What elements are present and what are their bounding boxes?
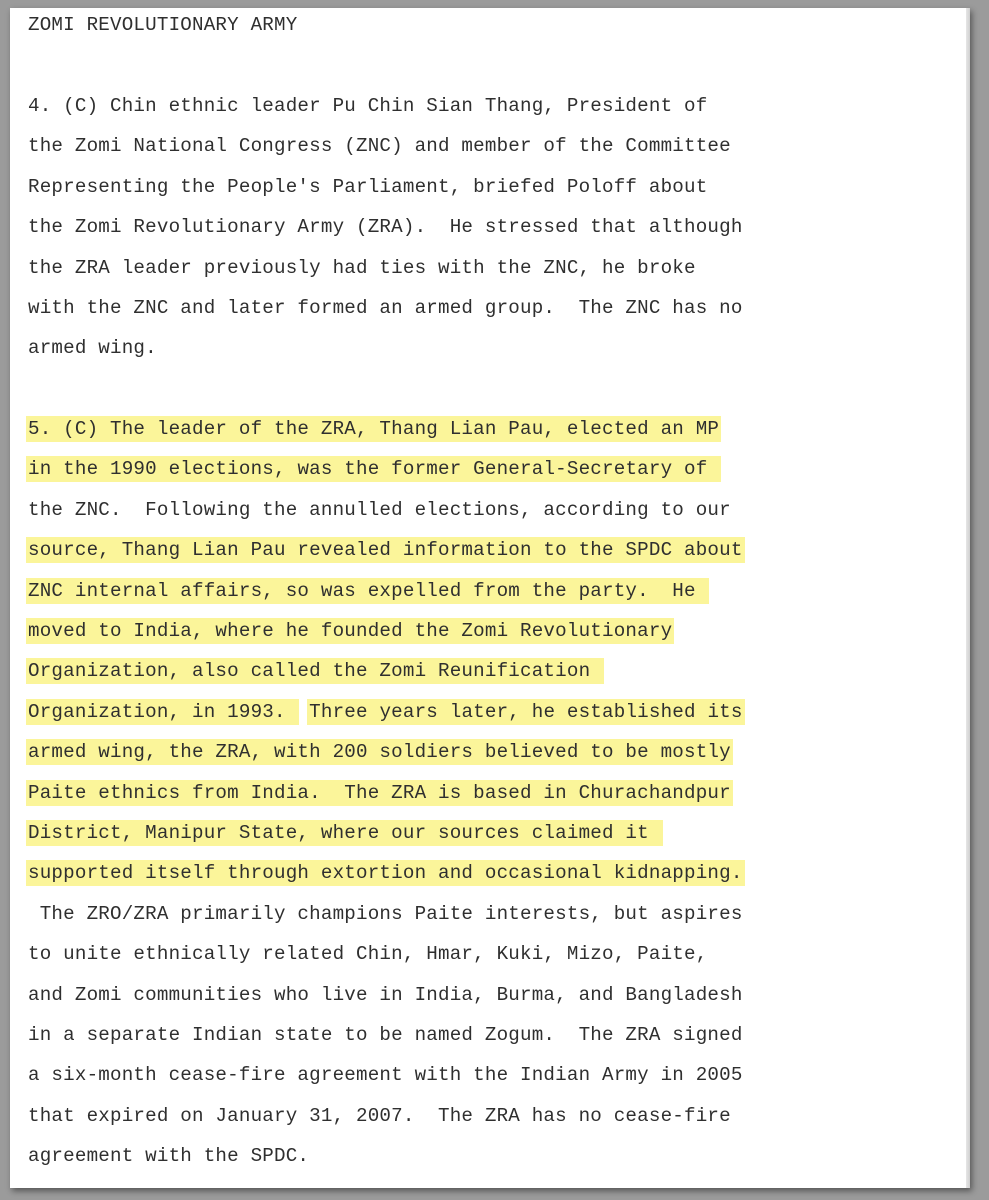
paragraph-5-line xyxy=(28,497,731,523)
body-text: to unite ethnically related Chin, Hmar, Kuki, Mizo, Paite, xyxy=(28,943,708,966)
paragraph-5-line xyxy=(28,658,602,684)
body-text: and Zomi communities who live in India, Burma, and Bangladesh xyxy=(28,983,743,1006)
paragraph-5-line xyxy=(28,699,743,725)
highlighted-text: Paite ethnics from India. The ZRA is based in Churachandpur xyxy=(28,781,731,804)
body-text: the ZRA leader previously had ties with the ZNC, he broke xyxy=(28,256,696,279)
body-text: in a separate Indian state to be named Zogum. The ZRA signed xyxy=(28,1024,743,1046)
body-text: armed wing. xyxy=(28,337,157,360)
paragraph-4-line xyxy=(28,133,731,159)
body-text: 4. (C) Chin ethnic leader Pu Chin Sian Thang, President of xyxy=(28,95,708,117)
body-text xyxy=(297,701,309,723)
paragraph-5-line xyxy=(28,456,719,482)
paragraph-5-line xyxy=(28,739,731,765)
paragraph-4-line xyxy=(28,335,157,361)
body-text: ZOMI REVOLUTIONARY ARMY xyxy=(28,14,298,36)
body-text: a six-month cease-fire agreement with the Indian Army in 2005 xyxy=(28,1064,743,1087)
paragraph-5-line xyxy=(28,820,661,846)
highlighted-text: Three years later, he established its xyxy=(309,700,743,723)
paragraph-5-line xyxy=(28,860,743,886)
highlighted-text: 5. (C) The leader of the ZRA, Thang Lian Pau, elected an MP xyxy=(28,418,720,440)
paragraph-4-line xyxy=(28,93,707,119)
paragraph-5-line xyxy=(28,780,731,806)
body-text: the Zomi Revolutionary Army (ZRA). He stressed that although xyxy=(28,216,743,239)
paragraph-5-line xyxy=(28,416,719,442)
highlighted-text: supported itself through extortion and occasional kidnapping. xyxy=(28,862,743,885)
highlighted-text: armed wing, the ZRA, with 200 soldiers believed to be mostly xyxy=(28,741,731,764)
paragraph-4-line xyxy=(28,255,696,281)
page-edge xyxy=(966,8,970,1188)
paragraph-5-line xyxy=(28,901,743,927)
highlighted-text: ZNC internal affairs, so was expelled from the party. He xyxy=(28,579,708,602)
body-text: The ZRO/ZRA primarily champions Paite interests, but aspires xyxy=(28,902,743,925)
body-text: that expired on January 31, 2007. The ZRA has no cease-fire xyxy=(28,1104,731,1127)
paragraph-5-line xyxy=(28,1022,743,1048)
paragraph-5-line xyxy=(28,1062,743,1088)
highlighted-text: District, Manipur State, where our sources claimed it xyxy=(28,822,661,844)
highlighted-text: in the 1990 elections xyxy=(28,458,275,481)
paragraph-5-line xyxy=(28,941,707,967)
highlighted-text: , was the former General-Secretary of xyxy=(274,458,720,481)
document-page xyxy=(10,8,970,1188)
paragraph-5-line xyxy=(28,618,672,644)
paragraph-5-line xyxy=(28,1143,309,1169)
body-text: the Zomi National Congress (ZNC) and member of the Committee xyxy=(28,135,731,158)
body-text: Representing the People's Parliament, briefed Poloff about xyxy=(28,175,708,198)
paragraph-5-line xyxy=(28,578,707,604)
highlighted-text: source, Thang Lian Pau revealed information to the SPDC about xyxy=(28,539,743,562)
paragraph-5-line xyxy=(28,537,743,563)
paragraph-4-line xyxy=(28,174,707,200)
doc-heading xyxy=(28,12,297,38)
paragraph-4-line xyxy=(28,295,743,321)
highlighted-text: moved to India, where he founded the Zomi Revolutionary xyxy=(28,620,673,642)
body-text: the ZNC. Following the annulled elections, according to our xyxy=(28,498,731,521)
highlighted-text: Organization, in 1993. xyxy=(28,700,298,723)
paragraph-5-line xyxy=(28,1103,731,1129)
body-text: with the ZNC and later formed an armed group. The ZNC has no xyxy=(28,297,743,319)
paragraph-5-line xyxy=(28,982,743,1008)
highlighted-text: Organization, also called the Zomi Reunification xyxy=(28,660,603,683)
paragraph-4-line xyxy=(28,214,743,240)
body-text: agreement with the SPDC. xyxy=(28,1145,310,1168)
